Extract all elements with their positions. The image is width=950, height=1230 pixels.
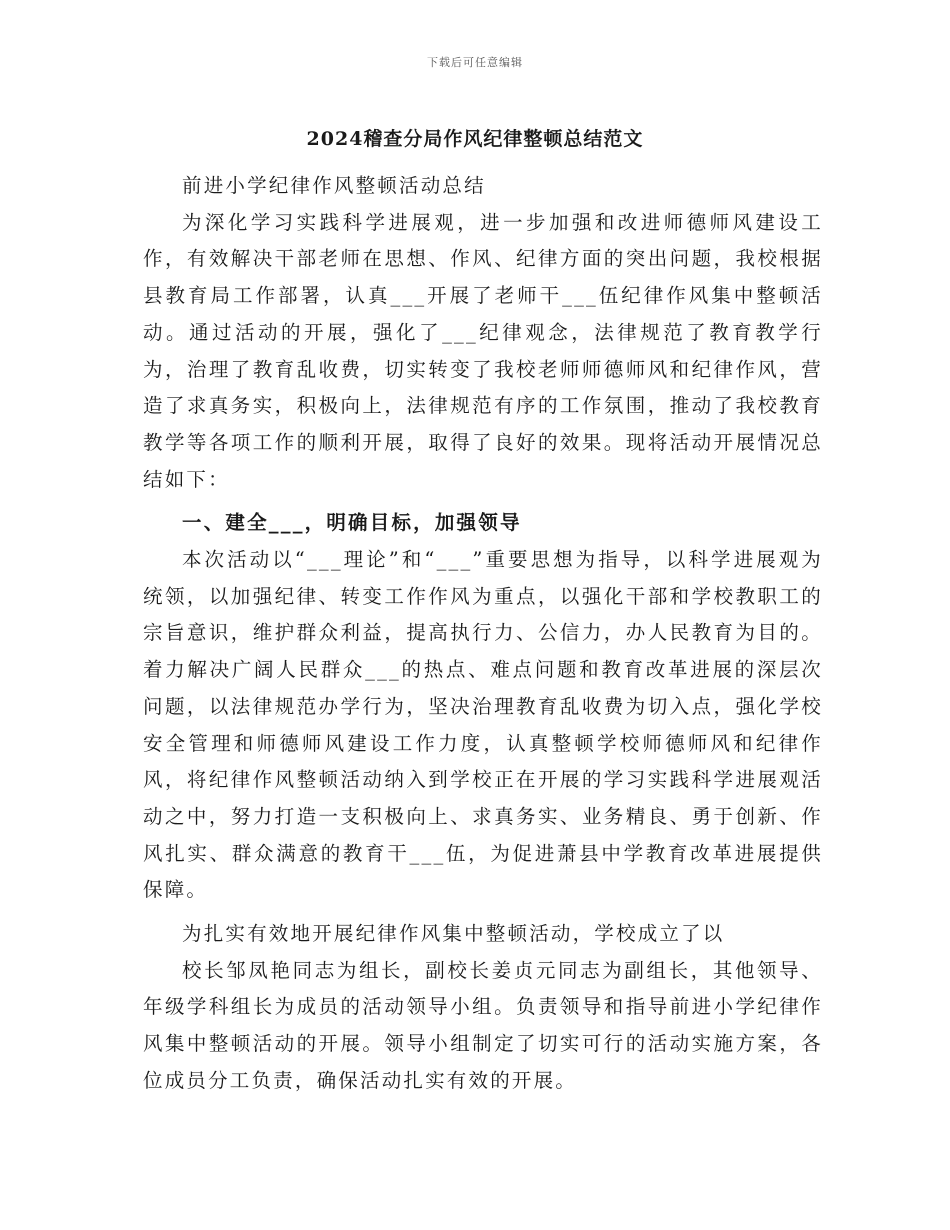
subtitle-paragraph: 前进小学纪律作风整顿活动总结 [182, 174, 486, 197]
document-body [143, 168, 823, 1100]
intro-paragraph: 为深化学习实践科学进展观，进一步加强和改进师德师风建设工作，有效解决干部老师在思想、作风、纪律方面的突出问题，我校根据县教育局工作部署，认真___开展了老师干___伍纪律作风集中整顿活动。通过活动的开展，强化了___纪律观念，法律规范了教育教学行为，治理了教育乱收费，切实转变了我校老师师德师风和纪律作风，营造了求真务实，积极向上，法律规范有序的工作氛围，推动了我校教育教学等各项工作的顺利开展，取得了良好的效果。现将活动开展情况总结如下： [143, 210, 823, 491]
document-title: 2024稽查分局作风纪律整顿总结范文 [306, 128, 644, 150]
body-paragraph: 校长邹凤艳同志为组长，副校长姜贞元同志为副组长，其他领导、年级学科组长为成员的活动领导小组。负责领导和指导前进小学纪律作风集中整顿活动的开展。领导小组制定了切实可行的活动实施方案，各位成员分工负责，确保活动扎实有效的开展。 [143, 958, 823, 1092]
header-note: 下载后可任意编辑 [427, 56, 523, 69]
section-heading: 一、建全___，明确目标，加强领导 [182, 511, 522, 535]
body-paragraph: 本次活动以“___理论”和“___”重要思想为指导，以科学进展观为统领，以加强纪律、转变工作作风为重点，以强化干部和学校教职工的宗旨意识，维护群众利益，提高执行力、公信力，办人民教育为目的。着力解决广阔人民群众___的热点、难点问题和教育改革进展的深层次问题，以法律规范办学行为，坚决治理教育乱收费为切入点，强化学校安全管理和师德师风建设工作力度，认真整顿学校师德师风和纪律作风，将纪律作风整顿活动纳入到学校正在开展的学习实践科学进展观活动之中，努力打造一支积极向上、求真务实、业务精良、勇于创新、作风扎实、群众满意的教育干___伍，为促进萧县中学教育改革进展提供保障。 [143, 548, 823, 902]
body-paragraph: 为扎实有效地开展纪律作风集中整顿活动，学校成立了以 [182, 922, 725, 946]
